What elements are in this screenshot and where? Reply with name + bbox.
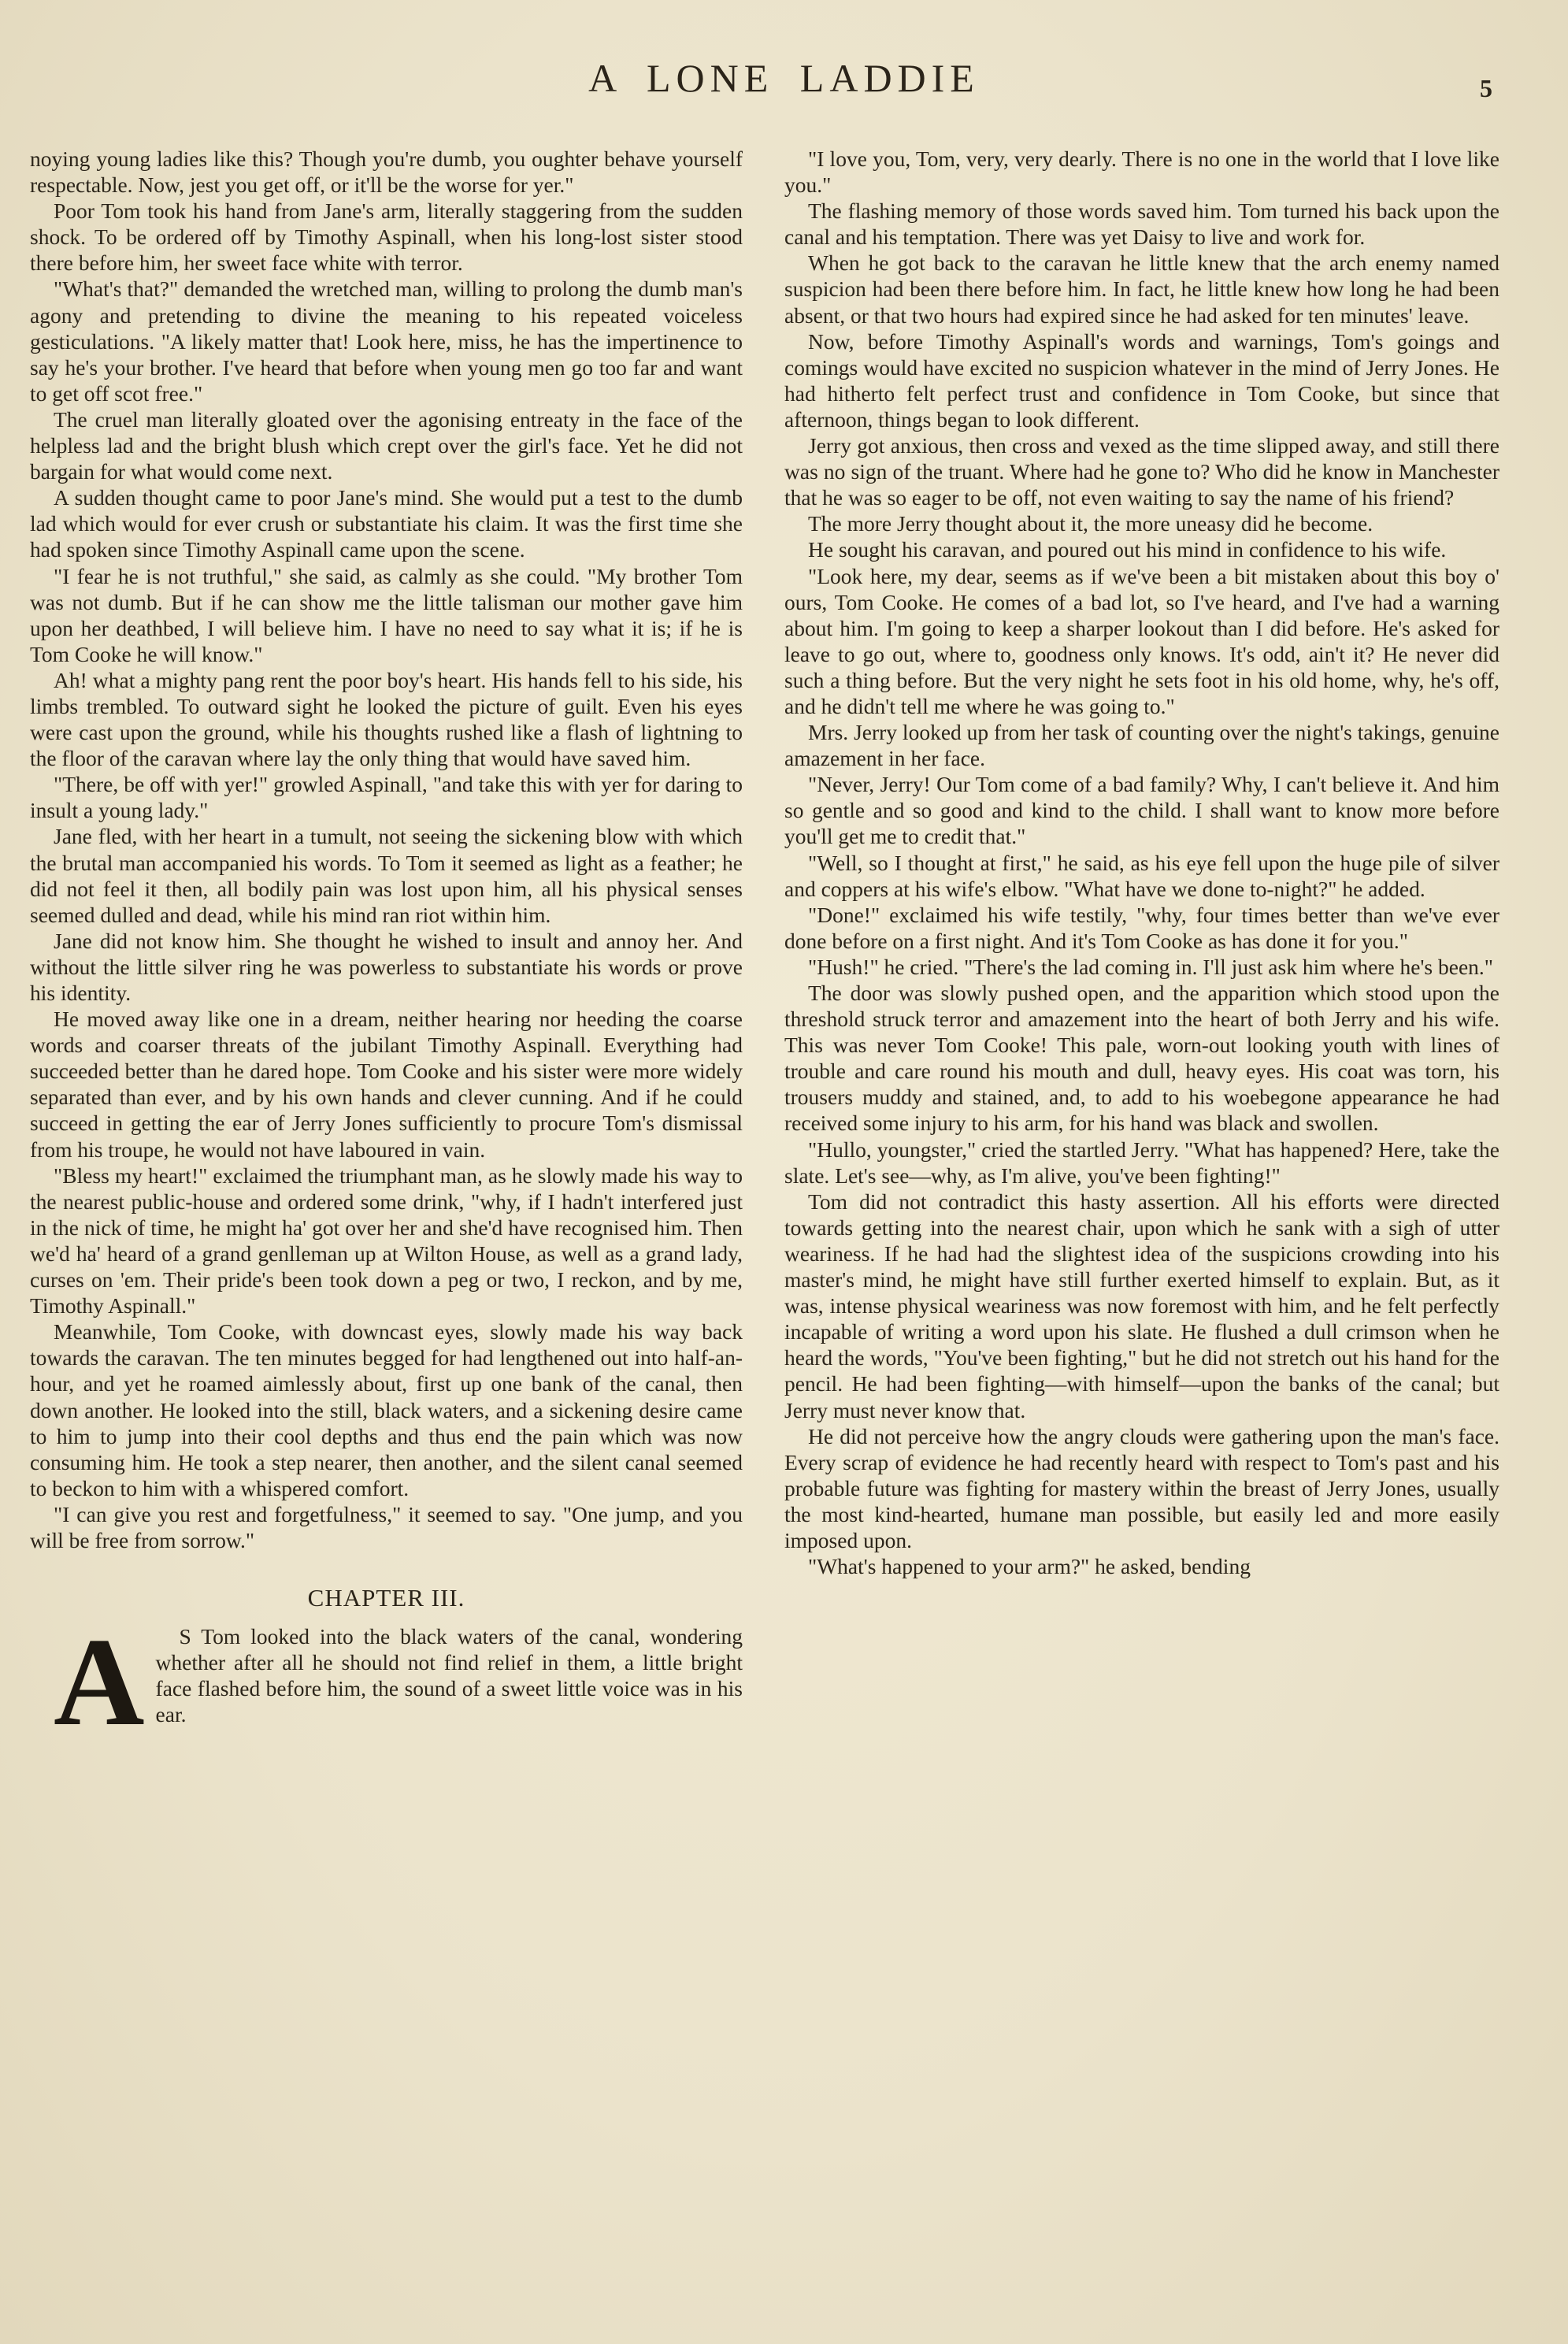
paragraph: "I can give you rest and forgetfulness," it seemed to say. "One jump, and you will be free from sorrow." — [30, 1501, 743, 1552]
paragraph: "Well, so I thought at first," he said, as his eye fell upon the huge pile of silver and coppers at his wife's elbow. "What have we done to-night?" he added. — [784, 850, 1499, 901]
chapter-opening-paragraph — [30, 1612, 743, 1752]
paragraph: Jerry got anxious, then cross and vexed as the time slipped away, and still there was no sign of the truant. Where had he gone to? Who did he know in Manchester that he was so eager to be off, not even waiting to say the name of his friend? — [784, 433, 1499, 510]
paragraph: "What's that?" demanded the wretched man, willing to prolong the dumb man's agony and pretending to divine the meaning to his repeated voiceless gesticulations. "A likely matter that! Look here, miss, he has the impertinence to say he's your brother. I've heard that before when young men go too far and want to get off scot free." — [30, 276, 743, 406]
paragraph: "Look here, my dear, seems as if we've been a bit mistaken about this boy o' ours, Tom Cooke. He comes of a bad lot, so I've heard, and I've had a warning about him. I'm going to keep a sharper lookout than I did before. He's asked for leave to go out, where to, goodness only knows. It's odd, ain't it? He never did such a thing before. But the very night he sets foot in his old home, why, he's off, and he didn't tell me where he was going to." — [784, 563, 1499, 718]
paragraph: Poor Tom took his hand from Jane's arm, literally staggering from the sudden shock. To be ordered off by Timothy Aspinall, when his long-lost sister stood there before him, her sweet face white with terror. — [30, 198, 743, 276]
paragraph: He moved away like one in a dream, neither hearing nor heeding the coarse words and coarser threats of the jubilant Timothy Aspinall. Everything had succeeded better than he dared hope. Tom Cooke and his sister were more widely separated than ever, and by his own hands and clever cunning. And if he could succeed in getting the ear of Jerry Jones sufficiently to procure Tom's dismissal from his troupe, he would not have laboured in vain. — [30, 1007, 743, 1162]
paragraph: "I fear he is not truthful," she said, as calmly as she could. "My brother Tom was not dumb. But if he can show me the little talisman our mother gave him upon her deathbed, I will believe him. I have no need to say what it is; if he is Tom Cooke he will know." — [30, 563, 743, 666]
chapter-heading: CHAPTER III. — [307, 1584, 465, 1612]
left-column — [30, 146, 743, 1752]
paragraph: noying young ladies like this? Though you're dumb, you oughter behave yourself respectable. Now, jest you get off, or it'll be the worse for yer." — [30, 146, 743, 198]
page-header — [0, 55, 1568, 110]
paragraph: "Hush!" he cried. "There's the lad coming in. I'll just ask him where he's been." — [808, 954, 1494, 979]
paragraph: The door was slowly pushed open, and the apparition which stood upon the threshold struck terror and amazement into the heart of both Jerry and his wife. This was never Tom Cooke! This pale, worn-out looking youth with lines of trouble and care round his mouth and dull, heavy eyes. His coat was torn, his trousers muddy and stained, and, to add to his woebegone appearance he had received some injury to his arm, for his hand was black and swollen. — [784, 981, 1499, 1136]
paragraph: Ah! what a mighty pang rent the poor boy's heart. His hands fell to his side, his limbs trembled. To outward sight he looked the picture of guilt. Even his eyes were cast upon the ground, while his thoughts rushed like a flash of lightning to the floor of the caravan where lay the only thing that would have saved him. — [30, 667, 743, 771]
paragraph: "There, be off with yer!" growled Aspinall, "and take this with yer for daring to insult a young lady." — [30, 772, 743, 823]
paragraph: "Hullo, youngster," cried the startled Jerry. "What has happened? Here, take the slate. Let's see—why, as I'm alive, you've been fighting!" — [784, 1137, 1499, 1188]
paragraph: Jane fled, with her heart in a tumult, not seeing the sickening blow with which the brutal man accompanied his words. To Tom it seemed as light as a feather; he did not feel it then, all bodily pain was lost upon him, all his physical senses seemed dulled and dead, while his mind ran riot within him. — [30, 824, 743, 927]
paragraph: "Done!" exclaimed his wife testily, "why, four times better than we've ever done before on a first night. And it's Tom Cooke as has done it for you." — [784, 902, 1499, 953]
paragraph: The cruel man literally gloated over the agonising entreaty in the face of the helpless lad and the bright blush which crept over the girl's face. Yet he did not bargain for what would come next. — [30, 406, 743, 484]
paragraph: When he got back to the caravan he little knew that the arch enemy named suspicion had been there before him. In fact, he little knew how long he had been absent, or that two hours had expired since he had asked for ten minutes' leave. — [784, 250, 1499, 328]
page-number: 5 — [1480, 74, 1492, 102]
paragraph: Jane did not know him. She thought he wished to insult and annoy her. And without the little silver ring he was powerless to substantiate his words or prove his identity. — [30, 928, 743, 1005]
running-title: A LONE LADDIE — [588, 56, 980, 100]
paragraph: "Bless my heart!" exclaimed the triumphant man, as he slowly made his way to the nearest public-house and ordered some drink, "why, if I hadn't interfered just in the nick of time, he might ha' got over her and she'd have recognised him. Then we'd ha' heard of a grand genlleman up at Wilton House, as well as a grand lady, curses on 'em. Their pride's been took down a peg or two, I reckon, and by me, Timothy Aspinall." — [30, 1163, 743, 1318]
paragraph: A sudden thought came to poor Jane's mind. She would put a test to the dumb lad which would for ever crush or substantiate his claim. It was the first time she had spoken since Timothy Aspinall came upon the scene. — [30, 485, 743, 562]
drop-cap: A — [54, 1612, 145, 1752]
paragraph: Tom did not contradict this hasty assertion. All his efforts were directed towards getting into the nearest chair, upon which he sank with a sigh of utter weariness. If he had had the slightest idea of the suspicions crowding into his master's mind, he might have still further exerted himself to explain. But, as it was, intense physical weariness was now foremost with him, and he felt perfectly incapable of writing a word upon his slate. He flushed a dull crimson when he heard the words, "You've been fighting," but he did not stretch out his hand for the pencil. He had been fighting—with himself—upon the banks of the canal; but Jerry must never know that. — [784, 1189, 1499, 1422]
paragraph: He did not perceive how the angry clouds were gathering upon the man's face. Every scrap of evidence he had recently heard with respect to Tom's past and his probable future was fighting for mastery within the breast of Jerry Jones, usually the most kind-hearted, humane man possible, but easily led and more easily imposed upon. — [784, 1423, 1499, 1552]
paragraph: Meanwhile, Tom Cooke, with downcast eyes, slowly made his way back towards the caravan. The ten minutes begged for had lengthened out into half-an-hour, and yet he roamed aimlessly about, first up one bank of the canal, then down another. He looked into the still, black waters, and a sickening desire came to him to jump into their cool depths and thus end the pain which was now consuming him. He took a step nearer, then another, and the silent canal seemed to beckon to him with a whispered comfort. — [30, 1319, 743, 1500]
paragraph: "I love you, Tom, very, very dearly. There is no one in the world that I love like you." — [784, 146, 1499, 198]
right-column — [784, 146, 1499, 1579]
paragraph: "Never, Jerry! Our Tom come of a bad family? Why, I can't believe it. And him so gentle and so good and kind to the child. I shall want to know more before you'll get me to credit that." — [784, 772, 1499, 849]
paragraph: He sought his caravan, and poured out his mind in confidence to his wife. — [808, 537, 1447, 562]
paragraph: The more Jerry thought about it, the more uneasy did he become. — [808, 511, 1373, 536]
paragraph: The flashing memory of those words saved him. Tom turned his back upon the canal and his temptation. There was yet Daisy to live and work for. — [784, 198, 1499, 250]
paragraph: Now, before Timothy Aspinall's words and warnings, Tom's goings and comings would have excited no suspicion whatever in the mind of Jerry Jones. He had hitherto felt perfect trust and confidence in Tom Cooke, but since that afternoon, things began to look different. — [784, 328, 1499, 432]
opening-text: S Tom looked into the black waters of the canal, wondering whether after all he should not find relief in them, a little bright face flashed before him, the sound of a sweet little voice was in his ear. — [155, 1624, 743, 1727]
paragraph: "What's happened to your arm?" he asked, bending — [808, 1554, 1251, 1579]
paragraph: Mrs. Jerry looked up from her task of counting over the night's takings, genuine amazement in her face. — [784, 720, 1499, 771]
